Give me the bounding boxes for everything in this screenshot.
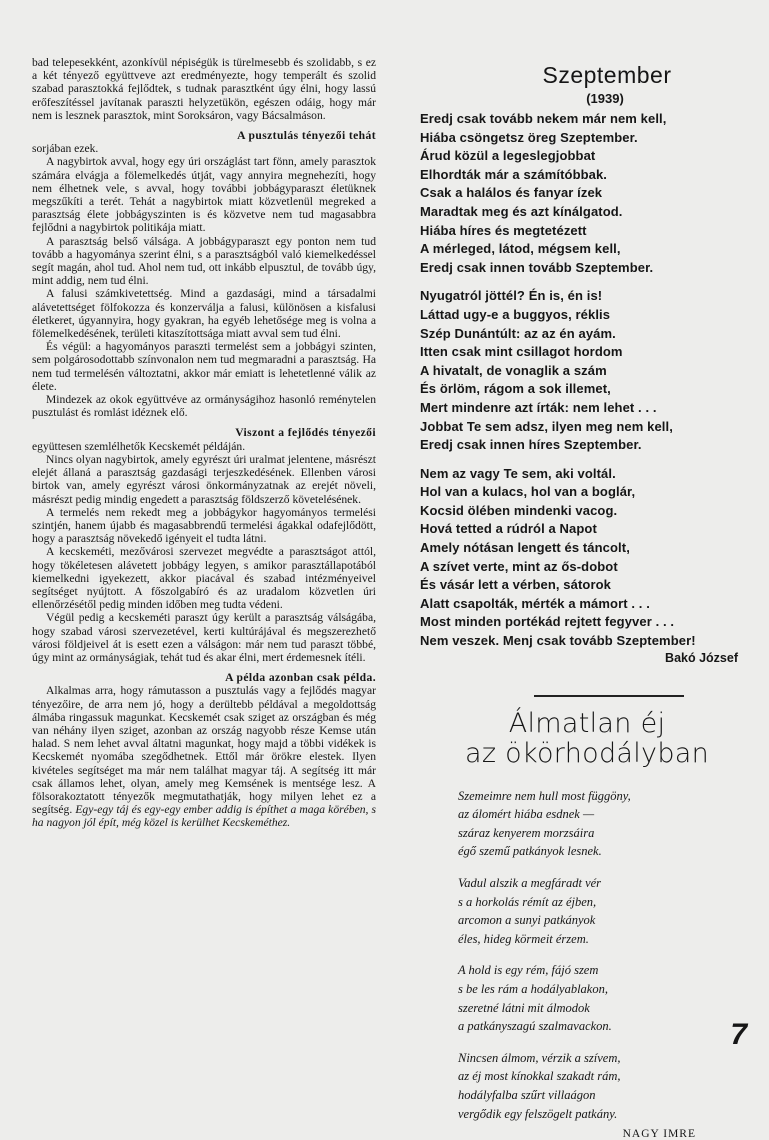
poem-line: Nyugatról jöttél? Én is, én is! [420, 288, 603, 304]
poem-line: arcomon a sunyi patkányok [458, 913, 596, 928]
poem-line: Nincsen álmom, vérzik a szívem, [458, 1050, 621, 1065]
essay-italic-text: Egy-egy táj és egy-egy ember addig is építhet a maga körében, s ha nagyon jól épít, még közel is kerülhet Kecskeméthez. [32, 803, 376, 830]
essay-text: Alkalmas arra, hogy rámutasson a pusztulás vagy a fejlődés magyar tényezőire, de arra nem jó, hogy a derültebb példával a megoldottság álmába ringassuk magunkat. Kecskemét csak sziget az országban és még van néhány ilyen sziget, azonban az ország nagyobb része Kemse után halad. S nem lehet avval áltatni magunkat, hogy majd a többi vidékek is Kecskemét nyomába szegődhetnek. Ettől már örökre elestek. Ilyen kivételes segítséget ma már nem találhat magyar táj. A segítség itt már csak államos lehet, olyan, amely meg Kemsének is mentsége lesz. A fölsorakoztatott tényezők megmutathatják, hogy milyen lehet ez a segítség. [32, 684, 376, 817]
essay-paragraph: Nincs olyan nagybirtok, amely egyrészt úri uralmat jelentene, másrészt elejét állaná a parasztság gazdasági terjeszkedésének. Ellenben városi birtok van, amely egyrészt városi önkormányzatnak az erejét növeli, másrészt pedig mindig engedett a parasztság földszerző követelésének. [32, 452, 376, 506]
essay-paragraph: A termelés nem rekedt meg a jobbágykor hagyományos termelési szintjén, hanem újabb és magasabbrendű termelési ágakkal odafejlődött, hogy a parasztság növekedő igényeit el tudta látni. [32, 505, 376, 546]
section-heading: A példa azonban csak példa. [225, 671, 376, 685]
essay-paragraph: Mindezek az okok együttvéve az ormányságihoz hasonló reménytelen pusztulást és romlást idéznek elő. [32, 393, 376, 420]
essay-paragraph: A falusi számkivetettség. Mind a gazdasági, mind a társadalmi alávetettséget fölfokozza és konzerválja a falusi, különösen a kisfalusi életkeret, úgyannyira, hogy gyakran, ha egyéb lehetősége meg is volna a fölemelkedésének, területi kitaszítottsága miatt avval sem tud élni. [32, 287, 376, 341]
poem-line: Hol van a kulacs, hol van a boglár, [420, 484, 636, 500]
essay-paragraph: Végül pedig a kecskeméti paraszt úgy került a parasztság válságába, hogy szabad városi szervezetével, kerti kultúrájával és megszerezhető városi földjeivel át is esett ezen a válságon: már nem tud paraszt többé, úgy mint az ormányságiak, tehát tud és akar élni, mert érdemesnek ítéli. [32, 611, 376, 664]
poem-line: az éj most kínokkal szakadt rám, [458, 1069, 621, 1084]
poem-line: Eredj csak innen híres Szeptember. [420, 437, 642, 453]
poem-year: (1939) [586, 91, 624, 106]
poem-line: száraz kenyerem morzsáira [458, 825, 595, 840]
poem-stanza [420, 287, 742, 454]
poem-line: s a horkolás rémít az éjben, [458, 894, 597, 909]
poem-line: Nem veszek. Menj csak tovább Szeptember! [420, 633, 696, 649]
poem-body [412, 110, 742, 651]
poem-line: A hold is egy rém, fájó szem [458, 963, 599, 978]
poem-line: s be les rám a hodályablakon, [458, 981, 608, 996]
poem-line: A hivatalt, de vonaglik a szám [420, 362, 607, 378]
poem-stanza [420, 110, 742, 277]
poem-line: Vadul alszik a megfáradt vér [458, 876, 602, 890]
poem-line: Szemeimre nem hull most függöny, [458, 788, 631, 803]
poem-author: Bakó József [665, 650, 738, 665]
poem-line: És vásár lett a vérben, sátorok [420, 577, 611, 593]
poem-line: Amely nótásan lengett és táncolt, [420, 540, 630, 556]
poem-line: Maradtak meg és azt kínálgatod. [420, 203, 623, 219]
essay-paragraph [32, 684, 376, 829]
essay-column [32, 56, 376, 830]
essay-paragraph: A kecskeméti, mezővárosi szervezet megvédte a parasztságot attól, hogy tökéletesen alávetett jobbágy legyen, s amikor parasztállapotából kiemelkedni igyekezett, akkor piacával és szabad intézményeivel segítséget nyújtott. A főszolgabíró és az uradalom közvetlen úri ellenőrzésétől pedig minden időben meg tudta védeni. [32, 545, 376, 612]
poem-line: a patkányszagú szalmavackon. [458, 1019, 612, 1034]
poem-stanza [458, 874, 742, 948]
poem-stanza [420, 465, 742, 651]
poem-line: Most minden portékád rejtett fegyver . . . [420, 614, 675, 630]
poem-line: hodályfalba szűrt villaágon [458, 1087, 596, 1102]
poem-line: vergődik egy felszögelt patkány. [458, 1106, 618, 1121]
poem-line: A szívet verte, mint az ős-dobot [420, 558, 618, 574]
poem-line: Hová tetted a rúdról a Napot [420, 521, 597, 537]
poem-line: Nem az vagy Te sem, aki voltál. [420, 465, 616, 481]
section-heading: A pusztulás tényezői tehát [237, 129, 376, 143]
poem-line: Eredj csak innen tovább Szeptember. [420, 259, 654, 275]
poem-stanza [458, 961, 742, 1035]
poem-title [432, 709, 742, 769]
poem-body [458, 787, 742, 1124]
poem-stanza [458, 787, 742, 861]
poem-line: az álomért hiába esdnek — [458, 807, 595, 822]
poem-line: Alatt csapolták, mérték a mámort . . . [420, 595, 650, 611]
poem-line: Mert mindenre azt írták: nem lehet . . . [420, 399, 657, 415]
poem-line: Hiába csöngetsz öreg Szeptember. [420, 129, 638, 145]
poem-line: szeretné látni mit álmodok [458, 1000, 590, 1015]
essay-paragraph: És végül: a hagyományos paraszti termelést sem a jobbágyi szinten, sem polgárosodottabb színvonalon nem tud megmaradni a parasztság. Ha nem tud termelésén változtatni, akkor már emiatt is lehetetlenné válik az élete. [32, 340, 376, 393]
essay-paragraph: sorjában ezek. [32, 142, 99, 156]
section-heading: Viszont a fejlődés tényezői [235, 426, 376, 440]
essay-paragraph: A nagybirtok avval, hogy egy úri országlást tart fönn, amely parasztok számára elvágja a fölemelkedés útját, vagy annyira megnehezíti, hogy nem élhetnek vele, s avval, hogy további jobbágyparaszt életüknek megszűkíti a terét. Tehát a nagybirtok miatt közvetlenül megreked a parasztság élete jobbágyszinten is és közvetve nem tud magasabbra fejlődni a nagybirtok politikája miatt. [32, 155, 376, 235]
poem-title-line: az ökörhodályban [464, 737, 710, 769]
poem-author: NAGY IMRE [622, 1128, 696, 1140]
poem-title: Szeptember [542, 62, 672, 88]
poem-line: Jobbat Te sem adsz, ilyen meg nem kell, [420, 418, 673, 434]
poem-line: A mérleged, látod, mégsem kell, [420, 241, 621, 257]
poem-title-line: Álmatlan éj [508, 707, 666, 739]
poem-line: égő szemű patkányok lesnek. [458, 844, 602, 859]
poem-line: Hiába híres és megtetézett [420, 222, 587, 238]
poem-stanza [458, 1049, 742, 1123]
poem-line: éles, hideg körmeit érzem. [458, 931, 589, 946]
poetry-column [412, 56, 742, 1140]
poem-line: Kocsid ölében mindenki vacog. [420, 502, 618, 518]
poem-line: Csak a halálos és fanyar ízek [420, 185, 603, 201]
poem-line: Itten csak mint csillagot hordom [420, 344, 623, 360]
page-number: 7 [730, 1018, 747, 1051]
poem-line: Elhordták már a számítóbbak. [420, 166, 608, 182]
essay-paragraph: együttesen szemlélhetők Kecskemét példáján. [32, 439, 246, 453]
poem-line: És örlöm, rágom a sok illemet, [420, 381, 611, 397]
poem-line: Láttad ugy-e a buggyos, réklis [420, 306, 611, 322]
section-divider [534, 695, 684, 697]
essay-paragraph: A parasztság belső válsága. A jobbágyparaszt egy ponton nem tud tovább a hagyománya szerint élni, s a parasztságból való kiemelkedéssel segít magán, ahol tud. Ahol nem tud, ott inkább elpusztul, de tovább úgy, mint addig, nem tud élni. [32, 234, 376, 288]
essay-paragraph: bad telepesekként, azonkívül népiségük is türelmesebb és szolidabb, s ez a két tényező együttveve azt eredményezte, hogy temperált és szolid szabad parasztokká fejlődtek, s tudnak parasztként úgy élni, hogy lassú erőfeszítéssel javítanak paraszti helyzetükön, egészen odáig, hogy már nem is lesznek parasztok, mint Soroksáron, vagy Bácsalmáson. [32, 56, 376, 122]
poem-line: Árud közül a legeslegjobbat [420, 148, 596, 164]
poem-line: Szép Dunántúlt: az az én ayám. [420, 325, 616, 341]
poem-line: Eredj csak tovább nekem már nem kell, [420, 111, 667, 126]
